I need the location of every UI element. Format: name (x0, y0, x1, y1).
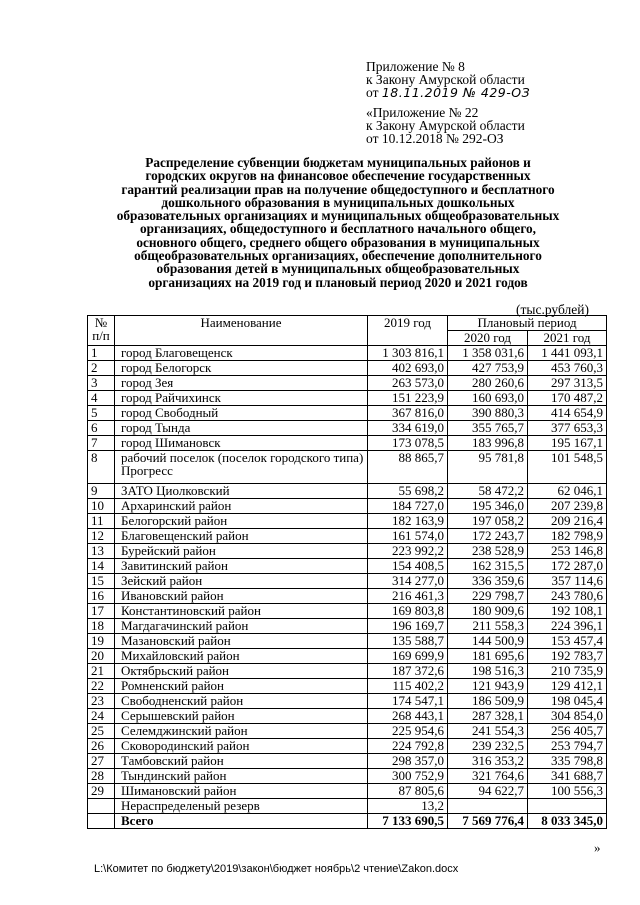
table-row (88, 679, 607, 694)
row-name: Нераспределеный резерв (115, 799, 368, 814)
closing-quote: » (594, 840, 601, 855)
table-row (88, 604, 607, 619)
attachment-law-ref: к Закону Амурской области (366, 72, 525, 87)
value-2021: 243 780,6 (528, 589, 607, 604)
row-name: Зейский район (115, 574, 368, 589)
value-2019: 154 408,5 (368, 559, 448, 574)
value-2019: 314 277,0 (368, 574, 448, 589)
value-2019: 115 402,2 (368, 679, 448, 694)
value-2020: 94 622,7 (448, 784, 528, 799)
value-2021: 129 412,1 (528, 679, 607, 694)
value-2020: 197 058,2 (448, 514, 528, 529)
value-2020: 180 909,6 (448, 604, 528, 619)
row-number: 28 (88, 769, 115, 784)
row-number: 20 (88, 649, 115, 664)
value-2020: 321 764,6 (448, 769, 528, 784)
value-2021: 414 654,9 (528, 406, 607, 421)
row-number: 26 (88, 739, 115, 754)
row-name: город Благовещенск (115, 346, 368, 361)
table-row (88, 376, 607, 391)
row-number (88, 814, 115, 829)
table-row (88, 559, 607, 574)
attachment-block-law-2018 (366, 106, 525, 145)
table-row (88, 589, 607, 604)
value-2019: 169 699,9 (368, 649, 448, 664)
attachment-block-law-2019 (366, 60, 530, 99)
header-plan-period: Плановый период (448, 316, 607, 331)
title-line: гарантий реализации прав на получение общедоступного и бесплатного (121, 181, 555, 197)
table-row (88, 724, 607, 739)
row-number: 18 (88, 619, 115, 634)
row-number: 7 (88, 436, 115, 451)
row-name: город Шимановск (115, 436, 368, 451)
row-number: 27 (88, 754, 115, 769)
value-2021: 195 167,1 (528, 436, 607, 451)
value-2019: 7 133 690,5 (368, 814, 448, 829)
row-number: 2 (88, 361, 115, 376)
value-2021: 253 794,7 (528, 739, 607, 754)
handwritten-date-number: 18.11.2019 № 429-ОЗ (381, 85, 531, 100)
table-row (88, 784, 607, 799)
title-line: Распределение субвенции бюджетам муниципальных районов и (145, 155, 531, 170)
row-name: Белогорский район (115, 514, 368, 529)
value-2020: 239 232,5 (448, 739, 528, 754)
value-2021: 357 114,6 (528, 574, 607, 589)
table-row (88, 391, 607, 406)
row-name: Серышевский район (115, 709, 368, 724)
row-name: рабочий поселок (поселок городского типа) Прогресс (115, 451, 368, 484)
value-2020: 58 472,2 (448, 484, 528, 499)
value-2019: 223 992,2 (368, 544, 448, 559)
value-2019: 151 223,9 (368, 391, 448, 406)
value-2021: 304 854,0 (528, 709, 607, 724)
table-row (88, 649, 607, 664)
row-number: 19 (88, 634, 115, 649)
row-name: Ивановский район (115, 589, 368, 604)
value-2019: 367 816,0 (368, 406, 448, 421)
header-row-number: № п/п (88, 316, 115, 346)
row-number: 13 (88, 544, 115, 559)
row-number: 23 (88, 694, 115, 709)
value-2021: 210 735,9 (528, 664, 607, 679)
value-2020: 172 243,7 (448, 529, 528, 544)
value-2019: 13,2 (368, 799, 448, 814)
value-2019: 135 588,7 (368, 634, 448, 649)
value-2019: 268 443,1 (368, 709, 448, 724)
value-2021: 253 146,8 (528, 544, 607, 559)
footer-file-path: L:\Комитет по бюджету\2019\закон\бюджет ноябрь\2 чтение\Zakon.docx (94, 863, 459, 875)
header-name: Наименование (115, 316, 368, 346)
value-2021: 207 239,8 (528, 499, 607, 514)
table-row (88, 694, 607, 709)
value-2019: 334 619,0 (368, 421, 448, 436)
table-row (88, 499, 607, 514)
value-2020: 121 943,9 (448, 679, 528, 694)
value-2019: 263 573,0 (368, 376, 448, 391)
value-2020: 241 554,3 (448, 724, 528, 739)
value-2021: 209 216,4 (528, 514, 607, 529)
value-2020: 144 500,9 (448, 634, 528, 649)
row-number: 6 (88, 421, 115, 436)
title-line: общеобразовательных организациях, обеспечение дополнительного (134, 248, 542, 264)
table-row (88, 574, 607, 589)
row-name: Шимановский район (115, 784, 368, 799)
value-2019: 88 865,7 (368, 451, 448, 484)
value-2020: 95 781,8 (448, 451, 528, 484)
row-number: 11 (88, 514, 115, 529)
value-2019: 225 954,6 (368, 724, 448, 739)
value-2021: 8 033 345,0 (528, 814, 607, 829)
value-2020: 355 765,7 (448, 421, 528, 436)
table-row (88, 709, 607, 724)
row-name: Всего (115, 814, 368, 829)
row-name: Октябрьский район (115, 664, 368, 679)
header-2019: 2019 год (368, 316, 448, 346)
value-2021: 453 760,3 (528, 361, 607, 376)
value-2019: 402 693,0 (368, 361, 448, 376)
row-name: город Свободный (115, 406, 368, 421)
value-2021: 100 556,3 (528, 784, 607, 799)
row-number: 3 (88, 376, 115, 391)
attachment-number: Приложение № 8 (366, 59, 465, 74)
row-name: Благовещенский район (115, 529, 368, 544)
table-row (88, 739, 607, 754)
row-number: 4 (88, 391, 115, 406)
row-number: 1 (88, 346, 115, 361)
value-2020: 336 359,6 (448, 574, 528, 589)
row-name: Михайловский район (115, 649, 368, 664)
table-row (88, 664, 607, 679)
value-2021: 1 441 093,1 (528, 346, 607, 361)
value-2019: 187 372,6 (368, 664, 448, 679)
row-number: 15 (88, 574, 115, 589)
value-2020: 316 353,2 (448, 754, 528, 769)
row-name: Свободненский район (115, 694, 368, 709)
value-2019: 184 727,0 (368, 499, 448, 514)
row-number: 16 (88, 589, 115, 604)
table-row (88, 421, 607, 436)
table-row (88, 361, 607, 376)
row-number: 22 (88, 679, 115, 694)
table-row (88, 436, 607, 451)
document-title (88, 156, 588, 289)
value-2019: 173 078,5 (368, 436, 448, 451)
value-2020 (448, 799, 528, 814)
value-2021: 182 798,9 (528, 529, 607, 544)
table-row (88, 544, 607, 559)
row-number: 25 (88, 724, 115, 739)
value-2021: 170 487,2 (528, 391, 607, 406)
row-name: Ромненский район (115, 679, 368, 694)
row-name: город Райчихинск (115, 391, 368, 406)
title-line: организациях на 2019 год и плановый период 2020 и 2021 годов (148, 274, 528, 290)
value-2020: 162 315,5 (448, 559, 528, 574)
value-2021: 341 688,7 (528, 769, 607, 784)
row-number: 24 (88, 709, 115, 724)
row-name: Сковородинский район (115, 739, 368, 754)
row-name: Архаринский район (115, 499, 368, 514)
title-line: городских округов на финансовое обеспечение государственных (145, 168, 531, 184)
value-2019: 161 574,0 (368, 529, 448, 544)
value-2019: 55 698,2 (368, 484, 448, 499)
attachment-date-line: от 10.12.2018 № 292-ОЗ (366, 131, 504, 146)
title-line: основного общего, среднего общего образования в муниципальных (136, 234, 540, 250)
value-2019: 216 461,3 (368, 589, 448, 604)
row-name: Селемджинский район (115, 724, 368, 739)
value-2020: 229 798,7 (448, 589, 528, 604)
row-name: Константиновский район (115, 604, 368, 619)
value-2021: 297 313,5 (528, 376, 607, 391)
row-name: Тындинский район (115, 769, 368, 784)
value-2020: 198 516,3 (448, 664, 528, 679)
subvention-table (87, 315, 607, 829)
table-row (88, 346, 607, 361)
row-number: 5 (88, 406, 115, 421)
value-2021: 377 653,3 (528, 421, 607, 436)
value-2019: 224 792,8 (368, 739, 448, 754)
row-name: Завитинский район (115, 559, 368, 574)
value-2020: 183 996,8 (448, 436, 528, 451)
row-name: город Белогорск (115, 361, 368, 376)
value-2021: 224 396,1 (528, 619, 607, 634)
row-number: 10 (88, 499, 115, 514)
table-row (88, 619, 607, 634)
value-2019: 87 805,6 (368, 784, 448, 799)
value-2021: 192 108,1 (528, 604, 607, 619)
row-name: Тамбовский район (115, 754, 368, 769)
row-name: Мазановский район (115, 634, 368, 649)
attachment-law-ref: к Закону Амурской области (366, 118, 525, 133)
row-number: 29 (88, 784, 115, 799)
attachment-date-line: от 18.11.2019 № 429-ОЗ (366, 85, 531, 100)
value-2019: 182 163,9 (368, 514, 448, 529)
value-2021: 192 783,7 (528, 649, 607, 664)
value-2020: 195 346,0 (448, 499, 528, 514)
value-2021: 101 548,5 (528, 451, 607, 484)
table-row (88, 634, 607, 649)
table-row (88, 406, 607, 421)
table-row (88, 769, 607, 784)
value-2019: 169 803,8 (368, 604, 448, 619)
total-row (88, 814, 607, 829)
table-row (88, 514, 607, 529)
table-row (88, 484, 607, 499)
row-number: 17 (88, 604, 115, 619)
value-2019: 174 547,1 (368, 694, 448, 709)
row-number: 21 (88, 664, 115, 679)
row-name: ЗАТО Циолковский (115, 484, 368, 499)
row-number: 14 (88, 559, 115, 574)
table-row (88, 754, 607, 769)
value-2020: 287 328,1 (448, 709, 528, 724)
value-2020: 390 880,3 (448, 406, 528, 421)
title-line: организациях, общедоступного и бесплатного начального общего, (139, 221, 537, 237)
value-2019: 300 752,9 (368, 769, 448, 784)
value-2019: 1 303 816,1 (368, 346, 448, 361)
row-number: 12 (88, 529, 115, 544)
table-row (88, 451, 607, 484)
value-2019: 196 169,7 (368, 619, 448, 634)
header-2020: 2020 год (448, 331, 528, 346)
row-number (88, 799, 115, 814)
value-2021: 62 046,1 (528, 484, 607, 499)
value-2020: 186 509,9 (448, 694, 528, 709)
units-label: (тыс.рублей) (516, 302, 589, 317)
value-2020: 280 260,6 (448, 376, 528, 391)
value-2021: 198 045,4 (528, 694, 607, 709)
value-2021: 335 798,8 (528, 754, 607, 769)
row-name: Бурейский район (115, 544, 368, 559)
header-2021: 2021 год (528, 331, 607, 346)
value-2020: 238 528,9 (448, 544, 528, 559)
value-2021 (528, 799, 607, 814)
title-line: образования детей в муниципальных общеобразовательных (156, 261, 520, 277)
row-name: Магдагачинский район (115, 619, 368, 634)
value-2021: 153 457,4 (528, 634, 607, 649)
value-2020: 181 695,6 (448, 649, 528, 664)
value-2020: 1 358 031,6 (448, 346, 528, 361)
table-body (88, 346, 607, 829)
title-line: образовательных организациях и муниципальных общеобразовательных (116, 208, 560, 224)
row-name: город Тында (115, 421, 368, 436)
value-2021: 172 287,0 (528, 559, 607, 574)
value-2020: 7 569 776,4 (448, 814, 528, 829)
reserve-row (88, 799, 607, 814)
row-name: город Зея (115, 376, 368, 391)
row-number: 9 (88, 484, 115, 499)
value-2021: 256 405,7 (528, 724, 607, 739)
row-number: 8 (88, 451, 115, 484)
value-2020: 211 558,3 (448, 619, 528, 634)
value-2019: 298 357,0 (368, 754, 448, 769)
value-2020: 160 693,0 (448, 391, 528, 406)
title-line: дошкольного образования в муниципальных дошкольных (161, 194, 515, 210)
value-2020: 427 753,9 (448, 361, 528, 376)
table-row (88, 529, 607, 544)
attachment-number: «Приложение № 22 (366, 105, 479, 120)
